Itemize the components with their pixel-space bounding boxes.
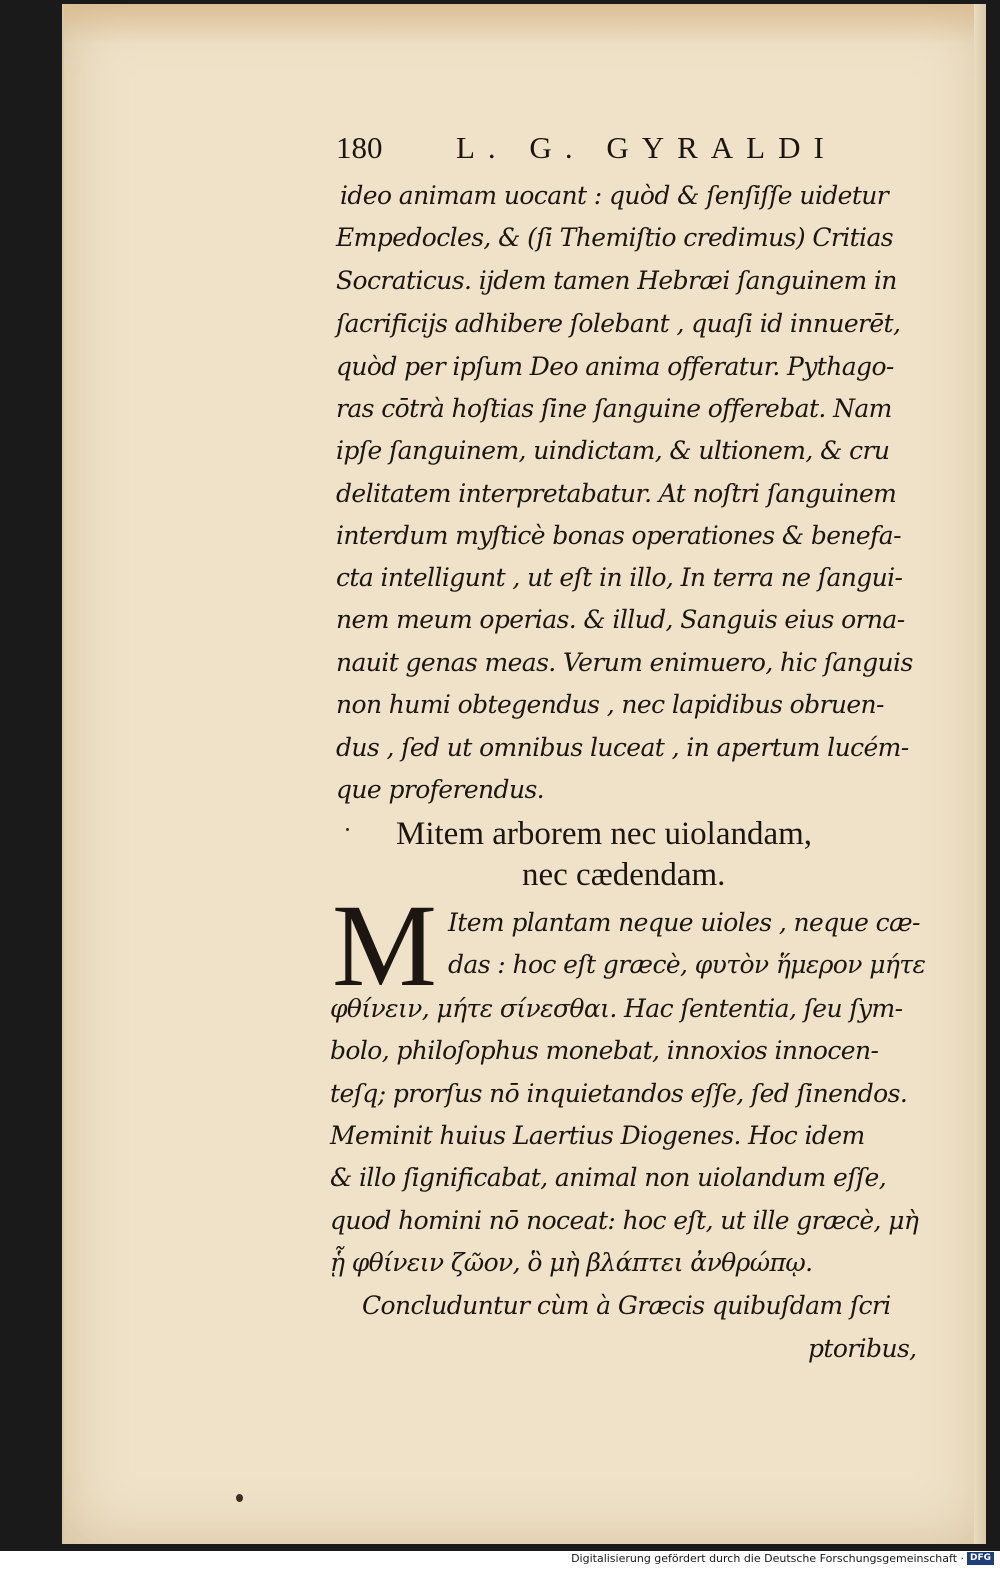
running-head: L. G. GYRALDI: [456, 130, 837, 165]
section-title-line-2: nec cædendam.: [522, 857, 726, 893]
text-line: ipſe ſanguinem, uindictam, & ultionem, & cru: [336, 436, 890, 465]
text-line: non humi obtegendus , nec lapidibus obruen-: [336, 690, 884, 719]
text-line: cta intelligunt , ut eſt in illo, In terra ne ſangui-: [336, 563, 903, 592]
text-line: Empedocles, & (ſi Themiſtio credimus) Critias: [336, 223, 893, 252]
page-edge: [974, 4, 986, 1544]
ink-speck: [236, 1494, 243, 1502]
text-line: nem meum operias. & illud, Sanguis eius orna-: [336, 605, 905, 634]
text-line: ptoribus,: [808, 1334, 917, 1363]
text-line: que proferendus.: [336, 775, 545, 804]
page-header: [336, 130, 856, 174]
text-line: das : hoc eſt græcè, φυτὸν ἥμερον μήτε: [448, 950, 926, 979]
footer-credit: Digitalisierung gefördert durch die Deutsche Forschungsgemeinschaft ·: [571, 1552, 964, 1565]
text-line: Meminit huius Laertius Diogenes. Hoc idem: [330, 1121, 865, 1150]
text-line: ideo animam uocant : quòd & ſenſiſſe uidetur: [340, 181, 889, 210]
text-line: Item plantam neque uioles , neque cæ-: [448, 908, 920, 937]
text-line: φθίνειν, μήτε σίνεσθαι. Hac ſententia, ſeu ſym-: [330, 994, 903, 1023]
text-line: interdum myſticè bonas operationes & benefa-: [336, 521, 901, 550]
text-line: & illo ſignificabat, animal non uiolandum eſſe,: [330, 1163, 887, 1192]
text-line: dus , ſed ut omnibus luceat , in apertum lucém-: [336, 733, 909, 762]
page-stain: [64, 4, 986, 44]
dfg-logo: DFG: [967, 1552, 994, 1565]
text-line: delitatem interpretabatur. At noſtri ſanguinem: [336, 479, 897, 508]
text-line: ᾗ φθίνειν ζῶον, ὃ μὴ βλάπτει ἀνθρώπῳ.: [330, 1248, 813, 1277]
text-line: ras cōtrà hoſtias ſine ſanguine offerebat. Nam: [336, 394, 892, 423]
text-line: Socraticus. ijdem tamen Hebræi ſanguinem in: [336, 266, 897, 295]
drop-cap-initial: M: [332, 880, 437, 1011]
text-line: nauit genas meas. Verum enimuero, hic ſanguis: [336, 648, 913, 677]
page-number: 180: [336, 130, 383, 165]
text-line: Concluduntur cùm à Græcis quibuſdam ſcri: [362, 1291, 891, 1320]
text-line: quod homini nō noceat: hoc eſt, ut ille græcè, μὴ: [330, 1206, 919, 1235]
text-line: ſacrificijs adhibere ſolebant , quaſi id innuerēt,: [336, 309, 901, 338]
text-line: teſq; prorſus nō inquietandos eſſe, ſed ſinendos.: [330, 1079, 908, 1108]
text-line: quòd per ipſum Deo anima offeratur. Pythago-: [336, 352, 894, 381]
ink-speck: [346, 828, 349, 831]
section-title-line-1: Mitem arborem nec uiolandam,: [396, 816, 813, 852]
text-line: bolo, philoſophus monebat, innoxios innocen-: [330, 1036, 879, 1065]
